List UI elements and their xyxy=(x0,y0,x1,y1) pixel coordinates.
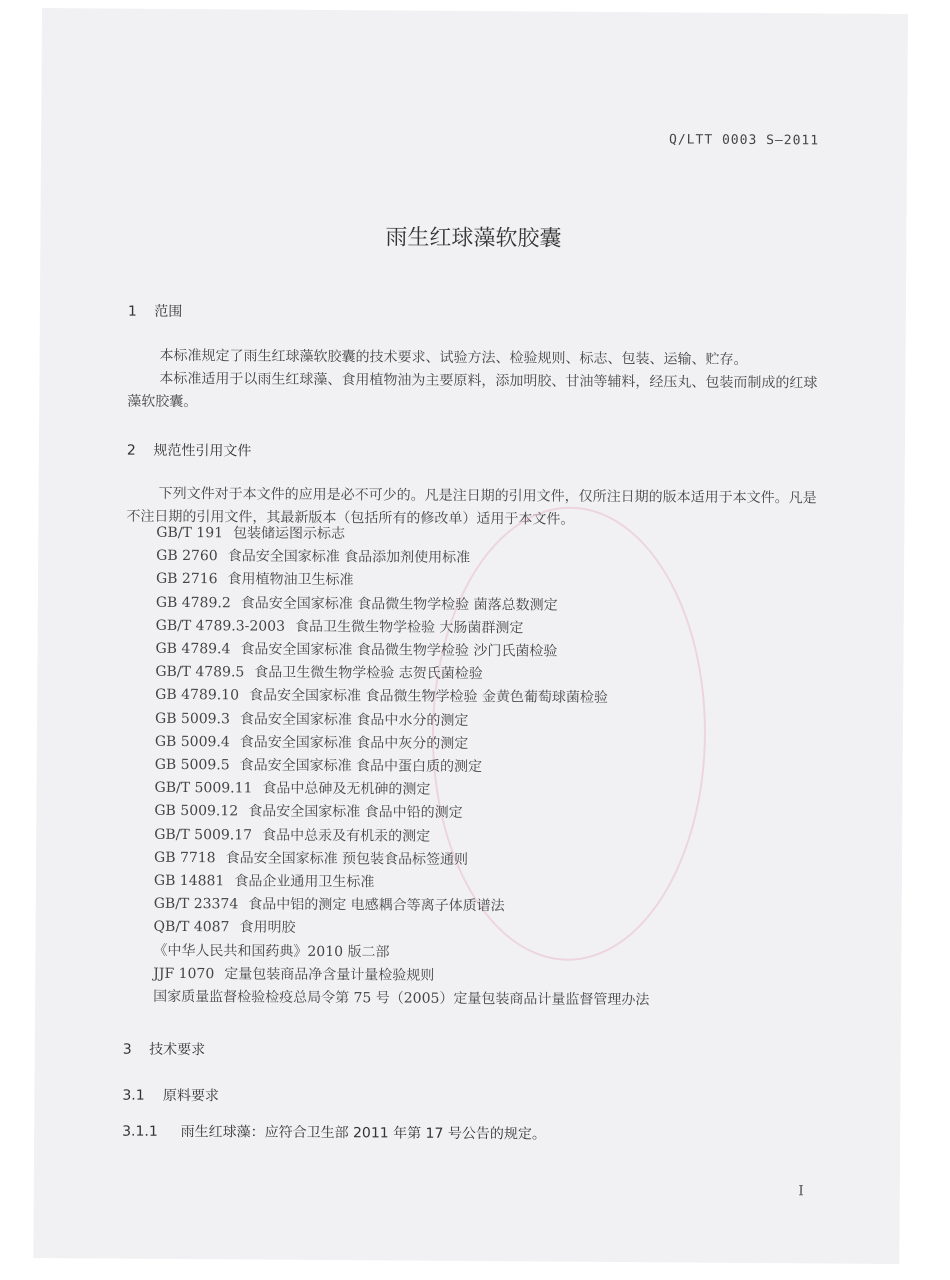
reference-code: GB/T 4789.5 xyxy=(155,664,245,681)
scope-paragraph-1: 本标准规定了雨生红球藻软胶囊的技术要求、试验方法、检验规则、标志、包装、运输、贮存。 xyxy=(159,347,748,368)
section-3-1-heading xyxy=(122,1085,219,1106)
reference-code: GB 5009.3 xyxy=(154,710,231,727)
section-number: 2 xyxy=(126,442,136,459)
reference-code: GB 5009.12 xyxy=(154,803,239,820)
reference-name: 食品企业通用卫生标准 xyxy=(234,873,375,891)
reference-name: 食品安全国家标准 预包装食品标签通则 xyxy=(225,850,469,868)
reference-name: 食品安全国家标准 食品中水分的测定 xyxy=(239,711,469,729)
reference-name: 食品安全国家标准 食品微生物学检验 金黄色葡萄球菌检验 xyxy=(248,687,608,707)
section-1-heading xyxy=(128,301,183,321)
section-3-heading xyxy=(123,1039,206,1060)
reference-name: 食品卫生微生物学检验 志贺氏菌检验 xyxy=(254,664,483,683)
reference-code: GB/T 4789.3-2003 xyxy=(155,617,286,635)
page-number: I xyxy=(798,1183,804,1200)
reference-code: JJF 1070 xyxy=(153,965,215,983)
reference-name: 食品中铝的测定 电感耦合等离子体质谱法 xyxy=(248,896,505,915)
standard-code: Q/LTT 0003 S—2011 xyxy=(668,132,820,149)
section-number: 3.1.1 xyxy=(122,1123,158,1140)
section-number: 3 xyxy=(122,1041,132,1058)
section-number: 3.1 xyxy=(122,1087,145,1104)
reference-name: 食品安全国家标准 食品添加剂使用标准 xyxy=(227,548,471,567)
reference-name: 国家质量监督检验检疫总局令第 75 号（2005）定量包装商品计量监督管理办法 xyxy=(153,988,650,1009)
reference-name: 食品中总砷及无机砷的测定 xyxy=(262,780,431,798)
section-title: 原料要求 xyxy=(162,1087,219,1105)
section-title: 范围 xyxy=(154,303,183,320)
section-title: 技术要求 xyxy=(149,1041,206,1059)
section-title: 规范性引用文件 xyxy=(153,442,252,460)
reference-code: GB/T 23374 xyxy=(153,896,239,913)
reference-name: 《中华人民共和国药典》2010 版二部 xyxy=(153,942,390,961)
reference-code: GB 2760 xyxy=(156,548,218,565)
reference-code: GB 2716 xyxy=(155,571,218,588)
references-list xyxy=(153,522,816,1014)
reference-name: 包装储运图示标志 xyxy=(232,525,346,543)
reference-code: GB 4789.10 xyxy=(155,687,240,704)
reference-code: GB 5009.5 xyxy=(154,756,230,774)
reference-code: QB/T 4087 xyxy=(153,919,230,936)
reference-code: GB 7718 xyxy=(154,849,216,867)
section-number: 1 xyxy=(127,303,137,320)
reference-name: 定量包装商品净含量计量检验规则 xyxy=(224,966,435,984)
document-page xyxy=(33,8,908,1264)
references-intro: 下列文件对于本文件的应用是必不可少的。凡是注日期的引用文件，仅所注日期的版本适用于本文件。凡是不注日期的引用文件，其最新版本（包括所有的修改单）适用于本文件。 xyxy=(126,485,817,528)
reference-name: 食用植物油卫生标准 xyxy=(227,571,354,589)
scope-paragraph-2: 本标准适用于以雨生红球藻、食用植物油为主要原料，添加明胶、甘油等辅料，经压丸、包装而制成的红球藻软胶囊。 xyxy=(127,370,818,411)
section-3-1-1-heading xyxy=(122,1121,546,1144)
section-2-heading xyxy=(127,440,252,461)
reference-name: 食品安全国家标准 食品微生物学检验 沙门氏菌检验 xyxy=(240,641,558,660)
reference-item xyxy=(153,986,813,1014)
reference-code: GB/T 5009.17 xyxy=(154,826,253,844)
reference-name: 食品安全国家标准 食品中灰分的测定 xyxy=(239,734,469,752)
reference-name: 食品安全国家标准 食品微生物学检验 菌落总数测定 xyxy=(240,595,558,614)
reference-code: GB/T 5009.11 xyxy=(154,780,253,797)
reference-name: 食品中总汞及有机汞的测定 xyxy=(262,827,431,845)
reference-code: GB 4789.2 xyxy=(155,594,231,611)
reference-code: GB 5009.4 xyxy=(154,733,230,751)
reference-code: GB 14881 xyxy=(153,872,225,890)
reference-name: 食用明胶 xyxy=(239,919,296,937)
reference-name: 食品安全国家标准 食品中铅的测定 xyxy=(248,803,463,822)
reference-code: GB 4789.4 xyxy=(155,640,231,658)
section-title: 雨生红球藻：应符合卫生部 2011 年第 17 号公告的规定。 xyxy=(180,1123,546,1143)
reference-name: 食品卫生微生物学检验 大肠菌群测定 xyxy=(294,618,524,637)
document-title: 雨生红球藻软胶囊 xyxy=(385,225,562,252)
reference-name: 食品安全国家标准 食品中蛋白质的测定 xyxy=(239,757,483,776)
reference-code: GB/T 191 xyxy=(156,524,224,542)
